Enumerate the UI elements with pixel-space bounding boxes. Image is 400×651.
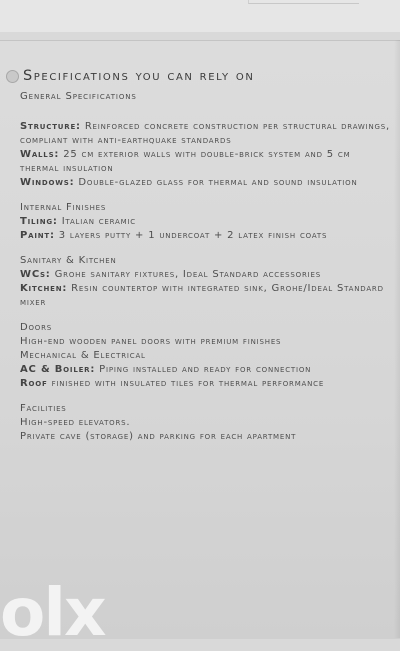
title-row: [6, 68, 392, 84]
spec-line: [20, 229, 392, 243]
spec-label: Kitchen:: [20, 283, 68, 294]
section-heading: Sanitary & Kitchen: [20, 255, 117, 266]
spec-text: finished with insulated tiles for thermal performance: [51, 378, 325, 389]
spec-label: Tiling:: [20, 216, 58, 227]
spec-text: Piping installed and ready for connection: [99, 364, 312, 375]
sheet-shadow: [394, 40, 400, 638]
spec-line: [20, 363, 392, 377]
spec-line: [20, 120, 392, 148]
spec-text: Italian ceramic: [61, 216, 136, 227]
page-title: Specifications you can rely on: [23, 68, 255, 84]
spec-line: [20, 282, 392, 310]
spec-line: [20, 349, 392, 363]
spec-text: 25 cm exterior walls with double-brick system and 5 cm thermal insulation: [20, 149, 351, 174]
section-internal-finishes: [20, 201, 392, 243]
spec-line: [20, 148, 392, 176]
spec-line: [20, 176, 392, 190]
spec-text: Resin countertop with integrated sink, Grohe/Ideal Standard mixer: [20, 283, 384, 308]
spec-label: WCs:: [20, 269, 51, 280]
spec-text: 3 layers putty + 1 undercoat + 2 latex finish coats: [58, 230, 328, 241]
card-edge: [248, 0, 359, 4]
section-sanitary-kitchen: [20, 254, 392, 310]
spec-text: High-end wooden panel doors with premium finishes: [20, 336, 282, 347]
spec-line: [20, 215, 392, 229]
section-facilities: [20, 402, 392, 444]
olx-watermark-logo: olx: [0, 574, 105, 651]
spec-label: Windows:: [20, 177, 75, 188]
circle-bullet-icon: [6, 70, 19, 83]
spec-text: Grohe sanitary fixtures, Ideal Standard accessories: [54, 269, 321, 280]
spec-label: Roof: [20, 378, 48, 389]
spec-line: [20, 335, 392, 349]
section-heading: Facilities: [20, 403, 67, 414]
spec-label: Walls:: [20, 149, 60, 160]
spec-line: [20, 268, 392, 282]
spec-line: [20, 377, 392, 391]
spec-text: Reinforced concrete construction per structural drawings, compliant with anti-earthquake standards: [20, 121, 390, 146]
spec-label: Structure:: [20, 121, 81, 132]
spec-text: Private cave (storage) and parking for each apartment: [20, 431, 297, 442]
section-doors: [20, 321, 392, 391]
spec-text: Double-glazed glass for thermal and sound insulation: [78, 177, 358, 188]
section-heading: Doors: [20, 322, 53, 333]
spec-content: [20, 68, 392, 444]
section-structure: [20, 120, 392, 190]
general-specifications-heading: General Specifications: [20, 91, 137, 102]
section-heading: Internal Finishes: [20, 202, 107, 213]
spec-text: High-speed elevators.: [20, 417, 131, 428]
spec-label: AC & Boiler:: [20, 364, 96, 375]
spec-line: [20, 416, 392, 430]
spec-text: Mechanical & Electrical: [20, 350, 146, 361]
spec-line: [20, 430, 392, 444]
spec-label: Paint:: [20, 230, 55, 241]
previous-image-strip: [0, 0, 400, 32]
